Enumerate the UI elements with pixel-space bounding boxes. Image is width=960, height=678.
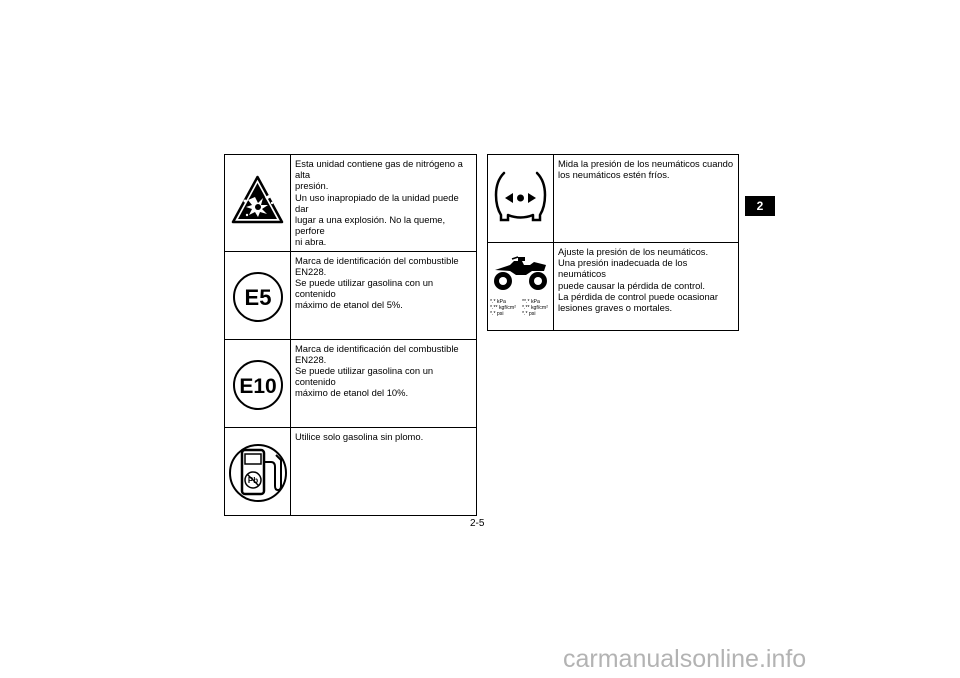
pressure-value: *.* psi (522, 311, 536, 317)
label-text-line: puede causar la pérdida de control. (558, 279, 705, 291)
atv-vehicle-icon (494, 257, 547, 290)
e5-icon-text: E5 (244, 284, 272, 310)
label-row-tire-check (488, 155, 739, 243)
tire-pressure-icon (488, 155, 553, 242)
explosion-warning-icon (225, 155, 290, 242)
pressure-value: *.** kgf/cm² (490, 305, 516, 311)
label-text-line: La pérdida de control puede ocasionar (558, 290, 719, 302)
label-text-line: Mida la presión de los neumáticos cuando (558, 158, 734, 169)
e5-fuel-icon (225, 252, 290, 339)
label-text-line: EN228. (295, 353, 327, 365)
e10-icon-text: E10 (239, 374, 277, 398)
label-text-line: Una presión inadecuada de los neumáticos (558, 257, 688, 280)
label-text-line: ni abra. (295, 236, 327, 248)
label-text-line: Se puede utilizar gasolina con un contenido (295, 277, 434, 300)
pressure-value: **.* kPa (522, 299, 540, 305)
label-row-tire-adjust (488, 243, 739, 331)
atv-tire-pressure-icon (488, 243, 553, 330)
label-text-line: Un uso inapropiado de la unidad puede dar (295, 191, 459, 214)
label-text-line: Se puede utilizar gasolina con un contenido (295, 365, 434, 388)
label-text-line: máximo de etanol del 5%. (295, 299, 403, 311)
label-text-line: lesiones graves o mortales. (558, 302, 673, 314)
warning-labels-table-right (487, 154, 739, 331)
label-text-line: los neumáticos estén fríos. (558, 169, 670, 181)
e10-fuel-icon (225, 340, 290, 427)
label-row-unleaded (225, 427, 477, 515)
label-row-e5 (225, 251, 477, 339)
page-number: 2-5 (470, 518, 485, 529)
unleaded-fuel-icon (225, 428, 290, 515)
pressure-value: *.* kPa (490, 299, 506, 305)
label-row-explosion (225, 155, 477, 252)
pressure-value: *.** kgf/cm² (522, 305, 548, 311)
label-text-line: Esta unidad contiene gas de nitrógeno a alta (295, 158, 463, 181)
label-text-line: lugar a una explosión. No la queme, perfore (295, 214, 446, 237)
rear-tire-pressure-label (522, 299, 548, 317)
chapter-tab: 2 (745, 196, 775, 216)
pressure-value: *.* psi (490, 311, 504, 317)
unleaded-icon-text: Pb (247, 475, 259, 485)
watermark: carmanualsonline.info (563, 645, 807, 673)
label-text-line: Marca de identificación del combustible (295, 254, 459, 266)
label-text-line: presión. (295, 180, 329, 192)
label-text-line: EN228. (295, 265, 327, 277)
label-text-line: máximo de etanol del 10%. (295, 387, 409, 399)
front-tire-pressure-label (490, 299, 516, 317)
warning-labels-table-left (224, 154, 477, 516)
label-row-e10 (225, 339, 477, 427)
label-text-line: Ajuste la presión de los neumáticos. (558, 246, 709, 257)
label-text-line: Marca de identificación del combustible (295, 342, 459, 354)
label-text-line: Utilice solo gasolina sin plomo. (295, 430, 424, 442)
